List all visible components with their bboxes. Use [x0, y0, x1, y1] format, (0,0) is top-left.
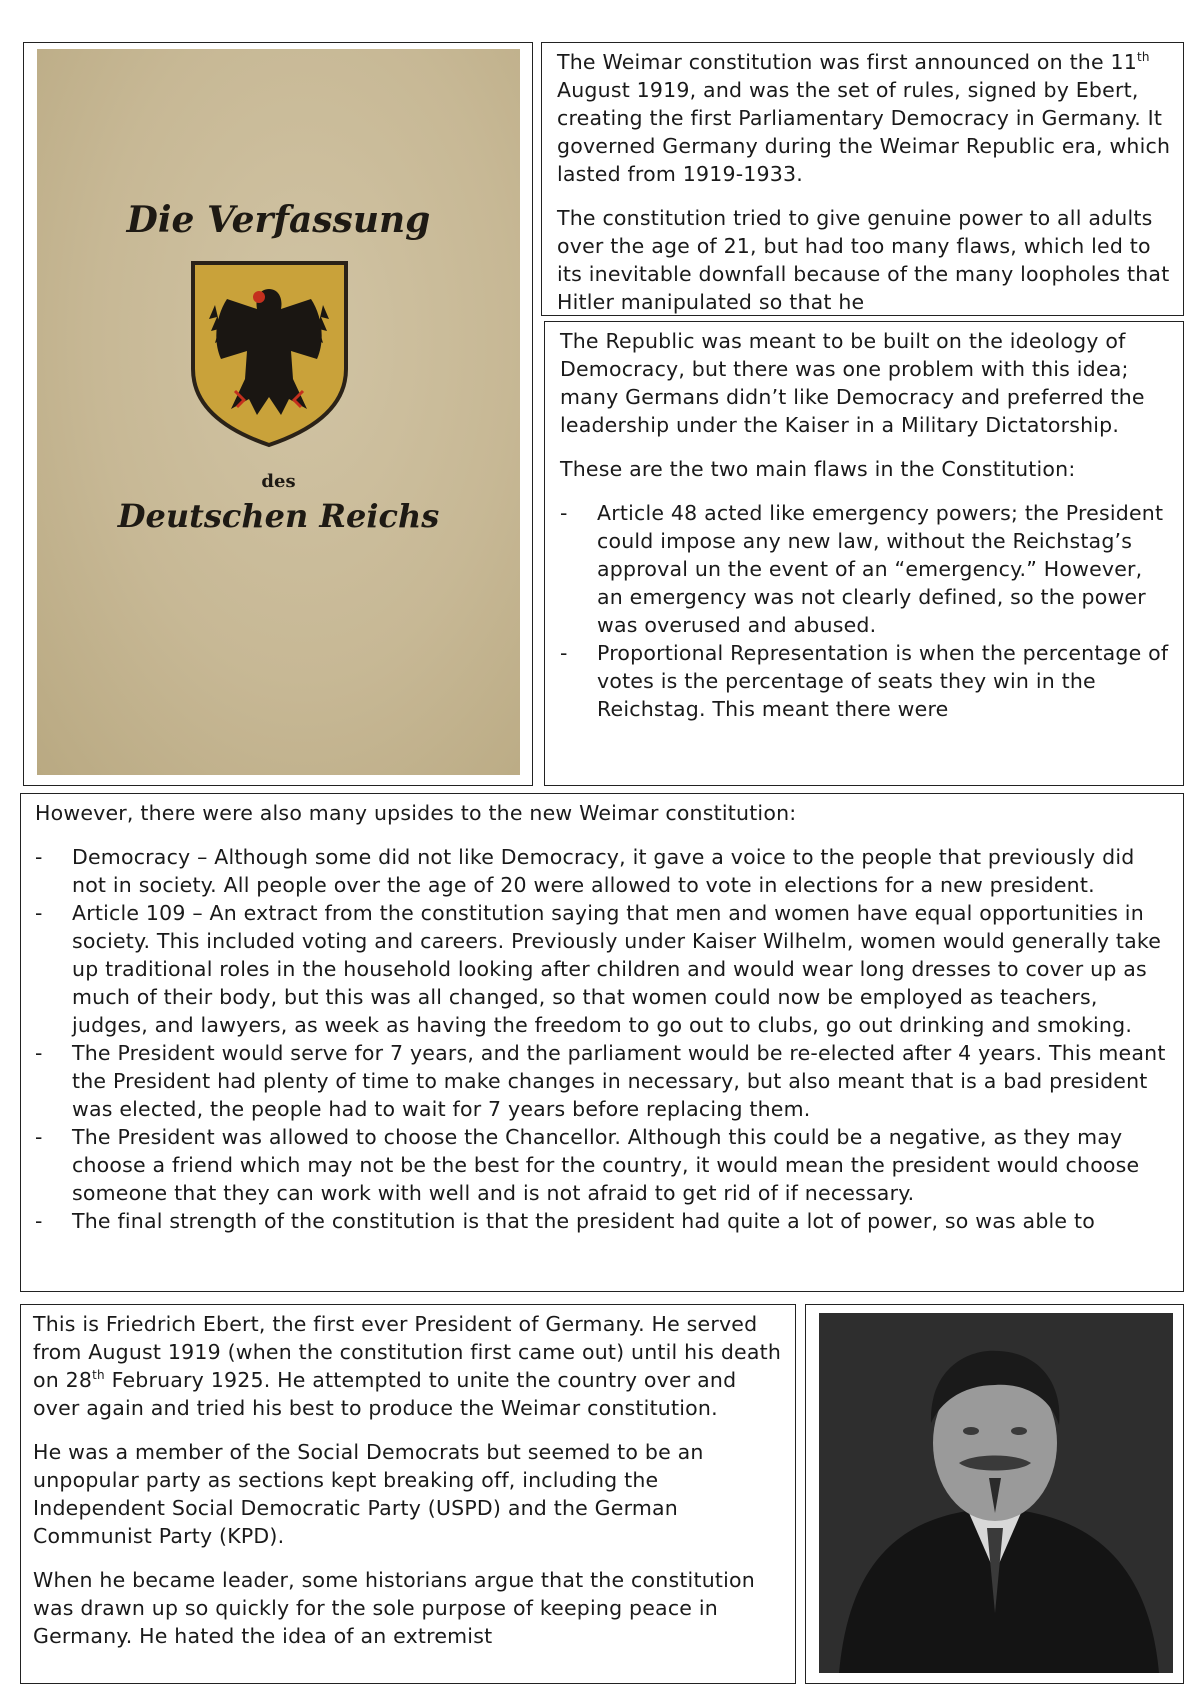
list-item: - Proportional Representation is when the percentage of votes is the percentage of seats they win in the Reichstag. This meant there were: [560, 639, 1173, 723]
intro-paragraph-2: The constitution tried to give genuine power to all adults over the age of 21, but had too many flaws, which led to its inevitable downfall because of the many loopholes that Hitler manipulated so that he: [557, 206, 1170, 314]
constitution-cover-image: [37, 49, 520, 775]
ebert-portrait-photo: [819, 1313, 1173, 1673]
upsides-text-box: [20, 793, 1184, 1292]
ebert-paragraph-2: He was a member of the Social Democrats but seemed to be an unpopular party as sections kept breaking off, including the Independent Social Democratic Party (USPD) and the German Communist Party (KPD).: [33, 1440, 704, 1548]
upsides-list: [35, 843, 1173, 1235]
ebert-photo-frame: [805, 1304, 1184, 1684]
cover-subtitle: Deutschen Reichs: [117, 497, 440, 535]
intro-text-box: [541, 42, 1184, 316]
list-item: - The President would serve for 7 years, and the parliament would be re-elected after 4 years. This meant the President had plenty of time to make changes in necessary, but also meant that is a bad president was elected, the people had to wait for 7 years before replacing them.: [35, 1039, 1173, 1123]
intro-paragraph-1: The Weimar constitution was first announced on the 11th August 1919, and was the set of rules, signed by Ebert, creating the first Parliamentary Democracy in Germany. It governed Germany during the Weimar Republic era, which lasted from 1919-1933.: [557, 50, 1171, 186]
flaws-paragraph-1: The Republic was meant to be built on the ideology of Democracy, but there was one problem with this idea; many Germans didn’t like Democracy and preferred the leadership under the Kaiser in a Military Dictatorship.: [560, 329, 1145, 437]
list-item: - Democracy – Although some did not like Democracy, it gave a voice to the people that previously did not in society. All people over the age of 20 were allowed to vote in elections for a new president.: [35, 843, 1173, 899]
upsides-intro: However, there were also many upsides to the new Weimar constitution:: [35, 801, 797, 825]
flaws-list: [560, 499, 1173, 723]
flaws-paragraph-2: These are the two main flaws in the Constitution:: [560, 457, 1076, 481]
list-item: - The President was allowed to choose the Chancellor. Although this could be a negative, as they may choose a friend which may not be the best for the country, it would mean the president would choose someone that they can work with well and is not afraid to get rid of if necessary.: [35, 1123, 1173, 1207]
list-item: - Article 109 – An extract from the constitution saying that men and women have equal opportunities in society. This included voting and careers. Previously under Kaiser Wilhelm, women would generally take up traditional roles in the household looking after children and would wear long dresses to cover up as much of their body, but this was all changed, so that women could now be employed as teachers, judges, and lawyers, as week as having the freedom to go out to clubs, go out drinking and smoking.: [35, 899, 1173, 1039]
cover-title: Die Verfassung: [126, 199, 431, 241]
cover-des: des: [261, 471, 296, 492]
ebert-paragraph-3: When he became leader, some historians argue that the constitution was drawn up so quickly for the sole purpose of keeping peace in Germany. He hated the idea of an extremist: [33, 1568, 755, 1648]
flaws-text-box: [544, 321, 1184, 786]
list-item: - The final strength of the constitution is that the president had quite a lot of power, so was able to: [35, 1207, 1173, 1235]
ebert-text-box: [20, 1304, 796, 1684]
eagle-coat-of-arms-icon: [187, 259, 352, 449]
list-item: - Article 48 acted like emergency powers; the President could impose any new law, without the Reichstag’s approval un the event of an “emergency.” However, an emergency was not clearly defined, so the power was overused and abused.: [560, 499, 1173, 639]
constitution-cover-frame: [23, 42, 533, 786]
portrait-figure-icon: [819, 1313, 1173, 1673]
ebert-paragraph-1: This is Friedrich Ebert, the first ever President of Germany. He served from August 1919 (when the constitution first came out) until his death on 28th February 1925. He attempted to unite the country over and over again and tried his best to produce the Weimar constitution.: [33, 1312, 782, 1420]
